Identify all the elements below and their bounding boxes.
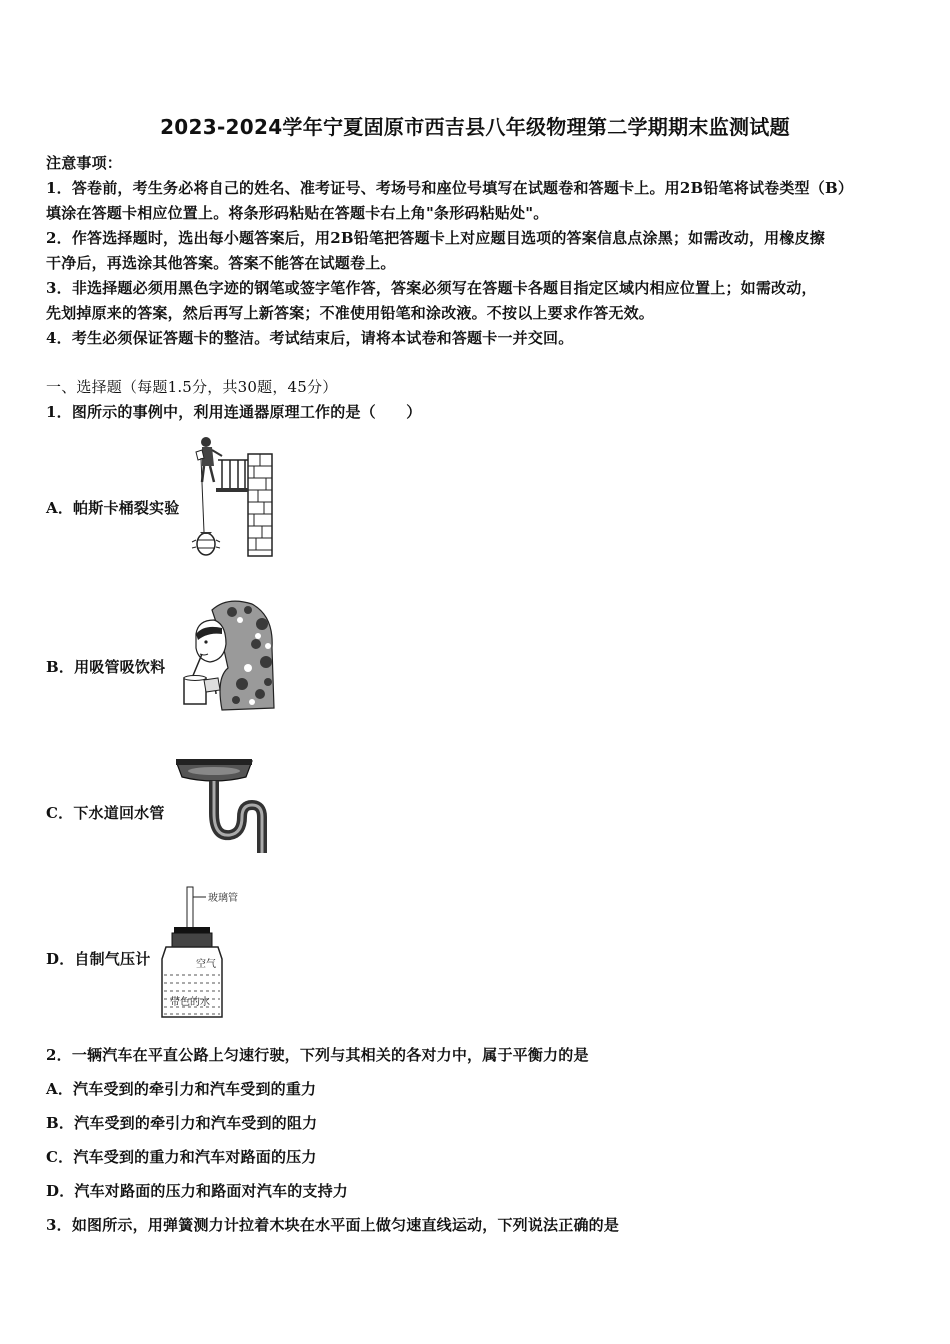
q2-option-b: B．汽车受到的牵引力和汽车受到的阻力 [46,1114,318,1132]
section-heading: 一、选择题（每题1.5分，共30题，45分） [46,378,338,396]
air-label: 空气 [196,959,216,970]
notice-line: 先划掉原来的答案，然后再写上新答案；不准使用铅笔和涂改液。不按以上要求作答无效。 [46,304,655,322]
q2-option-d: D．汽车对路面的压力和路面对汽车的支持力 [46,1182,349,1200]
homemade-barometer-figure [160,883,250,1023]
glass-tube-label: 玻璃管 [208,893,238,904]
notice-line: 填涂在答题卡相应位置上。将条形码粘贴在答题卡右上角"条形码粘贴处"。 [46,204,549,222]
drain-trap-figure [176,757,272,855]
q2-option-a: A．汽车受到的牵引力和汽车受到的重力 [46,1080,317,1098]
q1-option-d-label: D．自制气压计 [46,950,151,968]
page-title: 2023-2024学年宁夏固原市西吉县八年级物理第二学期期末监测试题 [160,115,790,139]
colored-water-label: 带色的水 [170,997,210,1008]
q1-option-a-label: A．帕斯卡桶裂实验 [46,499,180,517]
notice-line: 1．答卷前，考生务必将自己的姓名、准考证号、考场号和座位号填写在试题卷和答题卡上。用2B铅笔将试卷类型（B） [46,179,854,197]
notice-line: 4．考生必须保证答题卡的整洁。考试结束后，请将本试卷和答题卡一并交回。 [46,329,574,347]
q2-stem: 2．一辆汽车在平直公路上匀速行驶，下列与其相关的各对力中，属于平衡力的是 [46,1046,589,1064]
notice-line: 干净后，再选涂其他答案。答案不能答在试题卷上。 [46,254,396,272]
q1-option-b-label: B．用吸管吸饮料 [46,658,166,676]
drinking-straw-figure [182,598,277,712]
q2-option-c: C．汽车受到的重力和汽车对路面的压力 [46,1148,317,1166]
q3-stem: 3．如图所示，用弹簧测力计拉着木块在水平面上做匀速直线运动，下列说法正确的是 [46,1216,620,1234]
q1-option-c-label: C．下水道回水管 [46,804,165,822]
notice-line: 3．非选择题必须用黑色字迹的钢笔或签字笔作答，答案必须写在答题卡各题目指定区域内相应位置上；如需改动， [46,279,817,297]
pascal-barrel-figure [188,436,276,558]
notice-heading: 注意事项： [46,154,123,172]
q1-stem: 1．图所示的事例中，利用连通器原理工作的是（ ） [46,403,422,421]
notice-line: 2．作答选择题时，选出每小题答案后，用2B铅笔把答题卡上对应题目选项的答案信息点涂黑；如需改动，用橡皮擦 [46,229,825,247]
